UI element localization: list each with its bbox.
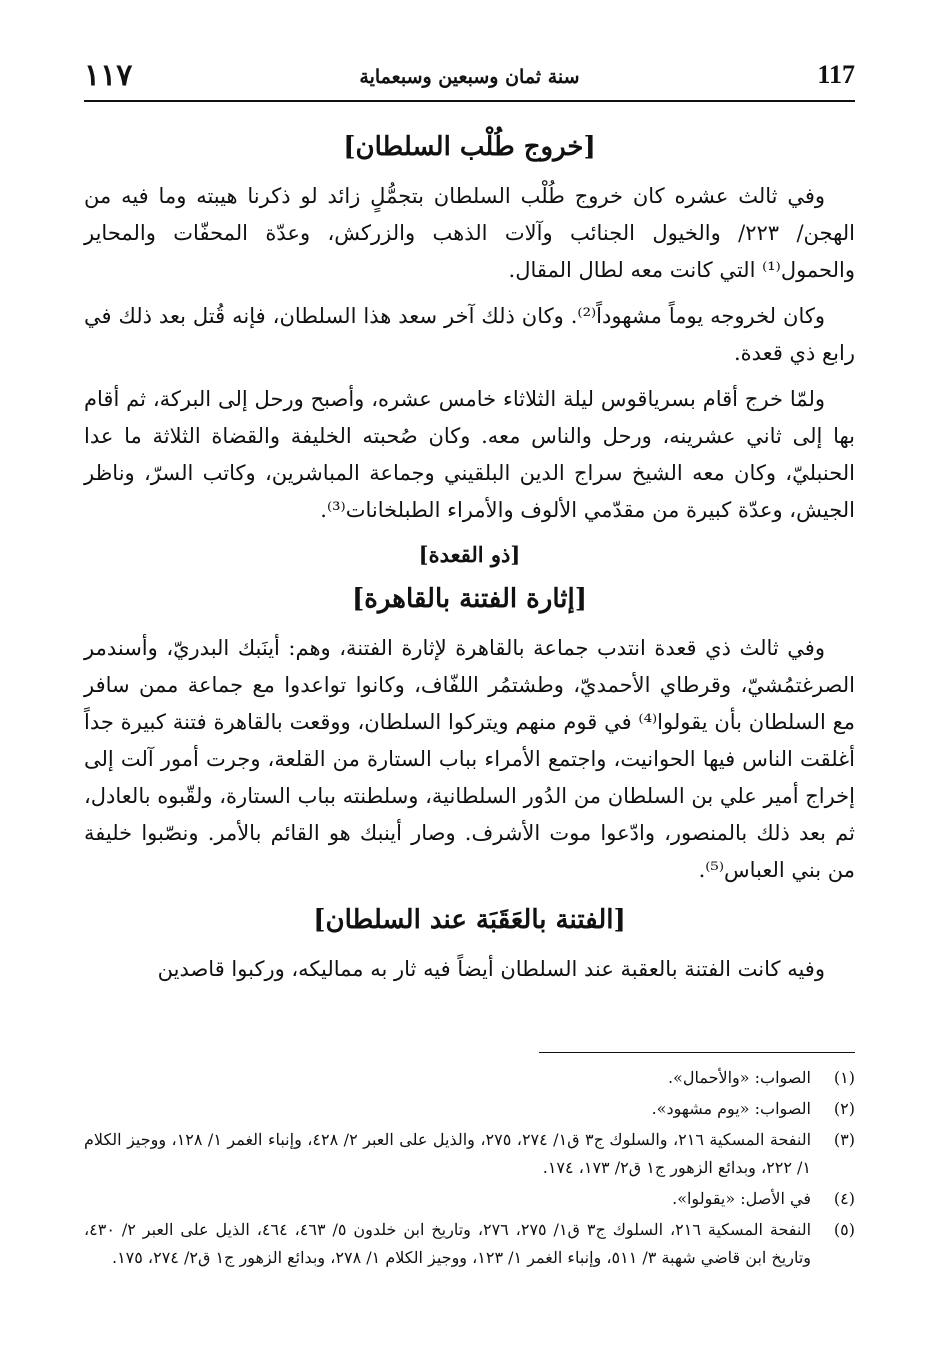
footnote (84, 1095, 855, 1123)
footnote-number: (٥) (833, 1220, 855, 1239)
footnote-rule (539, 1052, 855, 1053)
paragraph: وكان لخروجه يوماً مشهوداً⁽²⁾. وكان ذلك آخر سعد هذا السلطان، فإنه قُتل بعد ذلك في رابع ذي قعدة. (84, 304, 855, 365)
page-number-arabic: ١١٧ (84, 58, 133, 93)
section-heading: [خروج طُلْب السلطان] (343, 132, 596, 162)
footnote-text: الصواب: «يوم مشهود». (651, 1099, 811, 1118)
footnote (84, 1216, 855, 1272)
footnote (84, 1126, 855, 1182)
footnote-text: في الأصل: «يقولوا». (672, 1189, 811, 1208)
month-heading: [ذو القعدة] (418, 542, 521, 567)
header-rule (84, 100, 855, 102)
footnotes (84, 1064, 855, 1275)
paragraph: ولمّا خرج أقام بسرياقوس ليلة الثلاثاء خامس عشره، وأصبح ورحل إلى البركة، ثم أقام بها إلى ثاني عشرينه، ورحل والناس معه. وكان صُحبته الخليفة والقضاة الثلاثة ما عدا الحنبليّ، وكان معه الشيخ سراج الدين البلقيني وجماعة المباشرين، وكاتب السرّ، وناظر الجيش، وعدّة كبيرة من مقدّمي الألوف والأمراء الطبلخانات⁽³⁾. (84, 387, 855, 522)
paragraph: وفيه كانت الفتنة بالعقبة عند السلطان أيضاً فيه ثار به مماليكه، وركبوا قاصدين (157, 957, 825, 981)
section-heading: [الفتنة بالعَقَبَة عند السلطان] (313, 905, 626, 935)
footnote-number: (٤) (833, 1189, 855, 1208)
footnote (84, 1064, 855, 1092)
footnote-number: (١) (833, 1068, 855, 1087)
running-title: سنة ثمان وسبعين وسبعماية (359, 66, 580, 88)
footnote-text: النفحة المسكية ٢١٦، السلوك ج٣ ق١/ ٢٧٥، ٢٧٦، وتاريخ ابن خلدون ٥/ ٤٦٣، ٤٦٤، الذيل على العبر ٢/ ٤٣٠، وتاريخ ابن قاضي شهبة ٣/ ٥١١، وإنباء الغمر ١/ ١٢٣، ووجيز الكلام ١/ ٢٧٨، وبدائع الزهور ج١ ق٢/ ٢٧٤، ١٧٥. (84, 1220, 812, 1267)
footnote-number: (٣) (833, 1130, 855, 1149)
footnote-number: (٢) (833, 1099, 855, 1118)
section-heading: [إثارة الفتنة بالقاهرة] (351, 584, 588, 614)
paragraph: وفي ثالث عشره كان خروج طُلْب السلطان بتجمُّلٍ زائد لو ذكرنا هيبته وما فيه من الهجن/ ٢٢٣/ والخيول الجنائب وآلات الذهب والزركش، وعدّة المحفّات والمحاير والحمول⁽¹⁾ التي كانت معه لطال المقال. (84, 184, 855, 282)
main-text (84, 120, 855, 997)
footnote-text: الصواب: «والأحمال». (667, 1068, 811, 1087)
paragraph: وفي ثالث ذي قعدة انتدب جماعة بالقاهرة لإثارة الفتنة، وهم: أينَبك البدريّ، وأسندمر الصرغتمُشيّ، وقرطاي الأحمديّ، وطشتمُر اللفّاف، وكانوا تواعدوا مع جماعة ممن سافر مع السلطان بأن يقولوا⁽⁴⁾ في قوم منهم ويتركوا السلطان، ووقعت بالقاهرة فتنة كبيرة جداً أغلقت الناس فيها الحوانيت، واجتمع الأمراء بباب الستارة من القلعة، وجرت أمور آلت إلى إخراج أمير علي بن السلطان من الدُور السلطانية، وسلطنته بباب الستارة، ولقّبوه بالعادل، ثم بعد ذلك بالمنصور، وادّعوا موت الأشرف. وصار أينبك هو القائم بالأمر. ونصّبوا خليفة من بني العباس⁽⁵⁾. (84, 636, 855, 882)
footnote-text: النفحة المسكية ٢١٦، والسلوك ج٣ ق١/ ٢٧٤، ٢٧٥، والذيل على العبر ٢/ ٤٢٨، وإنباء الغمر ١/ ١٢٨، ووجيز الكلام ١/ ٢٢٢، وبدائع الزهور ج١ ق٢/ ١٧٣، ١٧٤. (84, 1130, 812, 1177)
footnote (84, 1185, 855, 1213)
page-number: 117 (817, 60, 855, 89)
